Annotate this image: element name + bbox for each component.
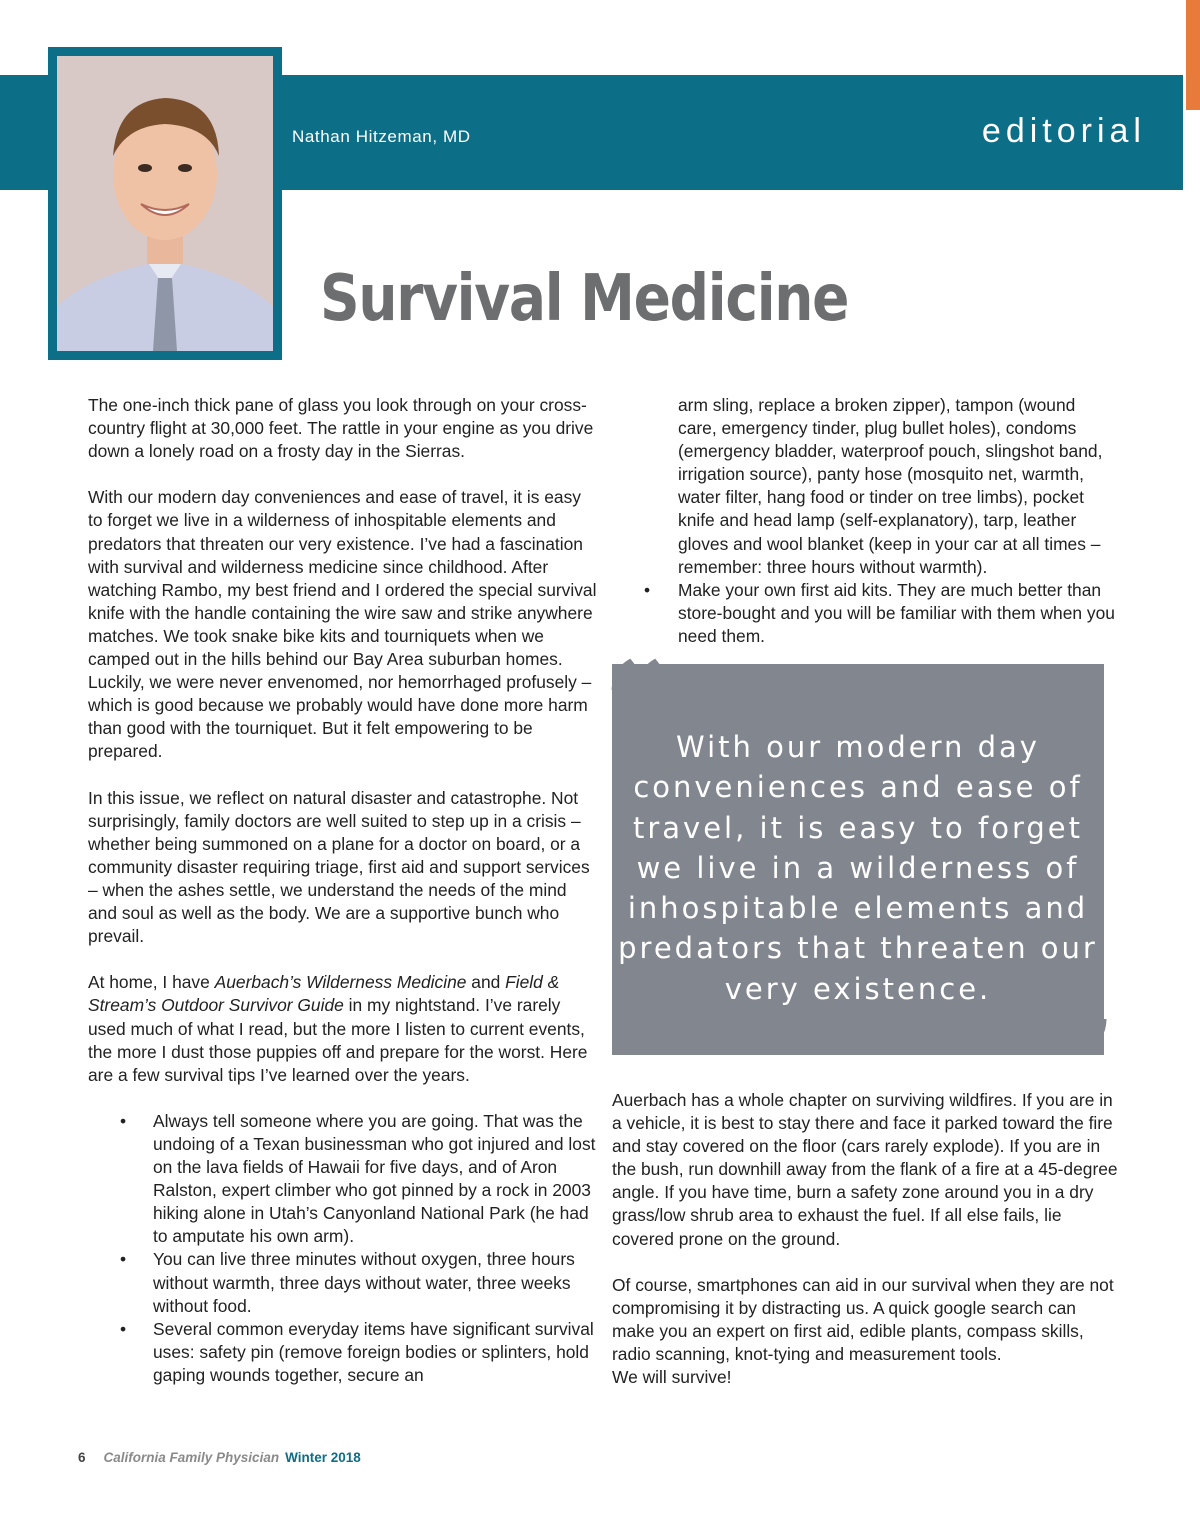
paragraph — [88, 971, 598, 1086]
paragraph: The one-inch thick pane of glass you look through on your cross-country flight at 30,000 feet. The rattle in your engine as you drive down a lonely road on a frosty day in the Sierras. — [88, 395, 594, 462]
list-item-text: Always tell someone where you are going. That was the undoing of a Texan businessman who got injured and lost on the lava fields of Hawaii for five days, and of Aron Ralston, expert climber who got pinned by a rock in 2003 hiking alone in Utah’s Canyonland National Park (he had to amputate his own arm). — [153, 1110, 596, 1247]
text-run: and — [466, 972, 506, 993]
list-item — [88, 1318, 598, 1387]
book-title: Field & Stream’s Outdoor Survivor Guide — [88, 972, 560, 1016]
author-photo-frame — [48, 47, 282, 360]
pull-quote-box — [612, 664, 1104, 1055]
bullet-icon: • — [120, 1249, 127, 1270]
publication-name: California Family Physician — [103, 1450, 280, 1465]
open-quote-icon: “ — [604, 637, 668, 766]
list-item-text: Several common everyday items have significant survival uses: safety pin (remove foreign bodies or splinters, hold gaping wounds together, secure an — [153, 1318, 594, 1385]
right-column-bottom — [612, 1089, 1122, 1389]
issue-date: Winter 2018 — [285, 1450, 361, 1465]
article-title: Survival Medicine — [320, 262, 849, 336]
page-footer — [78, 1450, 361, 1465]
section-label: editorial — [981, 112, 1146, 150]
author-portrait-illustration — [57, 56, 273, 351]
author-name: Nathan Hitzeman, MD — [292, 127, 471, 146]
tips-list-continued — [644, 579, 1118, 648]
right-column-top — [644, 394, 1118, 648]
text-run: in my nightstand. I’ve rarely used much of what I read, but the more I listen to current events, the more I dust those puppies off and prepare for the worst. Here are a few survival tips I’ve learned over the years. — [88, 995, 588, 1085]
paragraph: arm sling, replace a broken zipper), tampon (wound care, emergency tinder, plug bullet holes), condoms (emergency bladder, waterproof pouch, slingshot band, irrigation source), panty hose (mosquito net, warmth, water filter, hang food or tinder on tree limbs), pocket knife and head lamp (self-explanatory), tarp, leather gloves and wool blanket (keep in your car at all times – remember: three hours without warmth). — [678, 395, 1103, 577]
text-run: At home, I have — [88, 972, 215, 993]
list-item — [88, 1110, 598, 1249]
list-item-text: Make your own first aid kits. They are much better than store-bought and you will be familiar with them when you need them. — [678, 579, 1115, 646]
bullet-icon: • — [120, 1318, 127, 1339]
paragraph: With our modern day conveniences and ease of travel, it is easy to forget we live in a wilderness of inhospitable elements and predators that threaten our very existence. I’ve had a fascination with survival and wilderness medicine since childhood. After watching Rambo, my best friend and I ordered the special survival knife with the handle containing the wire saw and strike anywhere matches. We took snake bike kits and tourniquets when we camped out in the hills behind our Bay Area suburban homes. Luckily, we were never envenomed, nor hemorrhaged profusely – which is good because we probably would have done more harm than good with the tourniquet. But it felt empowering to be prepared. — [88, 487, 597, 762]
list-item — [644, 579, 1118, 648]
close-quote-icon: ” — [1052, 996, 1116, 1125]
edge-accent-bar — [1186, 0, 1200, 110]
list-item — [88, 1248, 598, 1317]
left-column — [88, 394, 598, 1387]
book-title: Auerbach’s Wilderness Medicine — [214, 972, 467, 993]
bullet-icon: • — [644, 579, 651, 600]
paragraph: Auerbach has a whole chapter on surviving wildfires. If you are in a vehicle, it is best to stay there and face it parked toward the fire and stay covered on the floor (cars rarely explode). If you are in the bush, run downhill away from the flank of a fire at a 45-degree angle. If you have time, burn a safety zone around you in a dry grass/low shrub area to exhaust the fuel. If all else fails, lie covered prone on the ground. — [612, 1090, 1118, 1249]
pull-quote-text: With our modern day conveniences and ease of travel, it is easy to forget we live in a wilderness of inhospitable elements and predators that threaten our very existence. — [618, 730, 1098, 1006]
bullet-icon: • — [120, 1110, 127, 1131]
paragraph: In this issue, we reflect on natural disaster and catastrophe. Not surprisingly, family doctors are well suited to step up in a crisis – whether being summoned on a plane for a doctor on board, or a community disaster requiring triage, first aid and support services – when the ashes settle, we understand the needs of the mind and soul as well as the body. We are a supportive bunch who prevail. — [88, 787, 590, 947]
paragraph: Of course, smartphones can aid in our survival when they are not compromising it by distracting us. A quick google search can make you an expert on first aid, edible plants, compass skills, radio scanning, knot-tying and measurement tools. — [612, 1274, 1114, 1365]
tips-list — [88, 1110, 598, 1387]
page-number: 6 — [78, 1450, 86, 1465]
list-item-text: You can live three minutes without oxygen, three hours without warmth, three days without water, three weeks without food. — [153, 1249, 575, 1316]
author-photo — [57, 56, 273, 351]
closing-line: We will survive! — [612, 1367, 732, 1388]
